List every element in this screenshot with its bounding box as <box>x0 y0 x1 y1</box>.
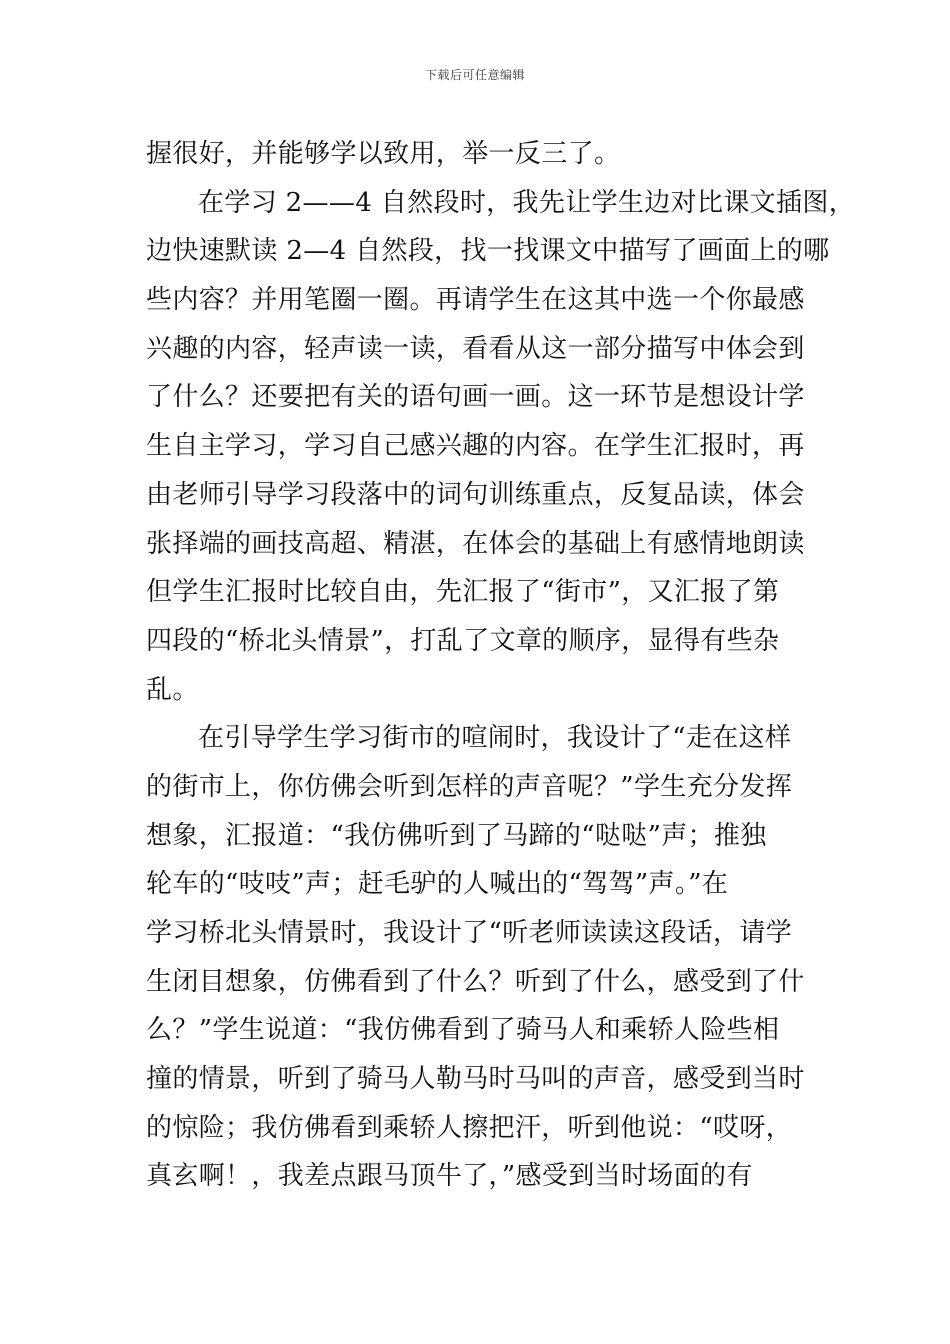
text-line: 边快速默读 2—4 自然段，找一找课文中描写了画面上的哪 <box>146 236 830 267</box>
text-line: 些内容？并用笔圈一圈。再请学生在这其中选一个你最感 <box>146 285 805 316</box>
text-line: 握很好，并能够学以致用，举一反三了。 <box>146 139 621 169</box>
text-line: 想象，汇报道：“我仿佛听到了马蹄的“哒哒”声；推独 <box>146 820 767 851</box>
document-body <box>146 130 856 1201</box>
text-line: 生闭目想象，仿佛看到了什么？听到了什么，感受到了什 <box>146 966 805 997</box>
text-line: 四段的“桥北头情景”，打乱了文章的顺序，显得有些杂 <box>146 625 780 656</box>
text-line: 学习桥北头情景时，我设计了“听老师读读这段话，请学 <box>146 918 793 948</box>
text-line: 兴趣的内容，轻声读一读，看看从这一部分描写中体会到 <box>146 333 805 364</box>
text-line: 么？”学生说道：“我仿佛看到了骑马人和乘轿人险些相 <box>146 1015 780 1046</box>
paragraph-1 <box>146 130 808 179</box>
page-header: 下载后可任意编辑 <box>424 68 525 82</box>
text-line: 的惊险；我仿佛看到乘轿人擦把汗，听到他说：“哎呀， <box>146 1112 793 1143</box>
text-line: 在引导学生学习街市的喧闹时，我设计了“走在这样 <box>198 723 792 754</box>
text-line: 的街市上，你仿佛会听到怎样的声音呢？”学生充分发挥 <box>146 771 793 802</box>
text-line: 轮车的“吱吱”声；赶毛驴的人喊出的“驾驾”声。”在 <box>146 869 729 900</box>
text-line: 在学习 2——4 自然段时，我先让学生边对比课文插图， <box>198 187 856 218</box>
text-line: 生自主学习，学习自己感兴趣的内容。在学生汇报时，再 <box>146 431 805 462</box>
text-line: 由老师引导学习段落中的词句训练重点，反复品读，体会 <box>146 479 805 510</box>
text-line: 撞的情景，听到了骑马人勒马时马叫的声音，感受到当时 <box>146 1064 805 1095</box>
text-line: 张择端的画技高超、精湛，在体会的基础上有感情地朗读 <box>146 528 805 559</box>
text-line: 了什么？还要把有关的语句画一画。这一环节是想设计学 <box>146 382 805 413</box>
paragraph-2 <box>146 179 856 715</box>
text-line: 真玄啊！，我差点跟马顶牛了，”感受到当时场面的有 <box>146 1161 753 1192</box>
paragraph-3 <box>146 714 808 1201</box>
text-line: 乱。 <box>146 674 199 705</box>
text-line: 但学生汇报时比较自由，先汇报了“街市”，又汇报了第 <box>146 577 780 608</box>
